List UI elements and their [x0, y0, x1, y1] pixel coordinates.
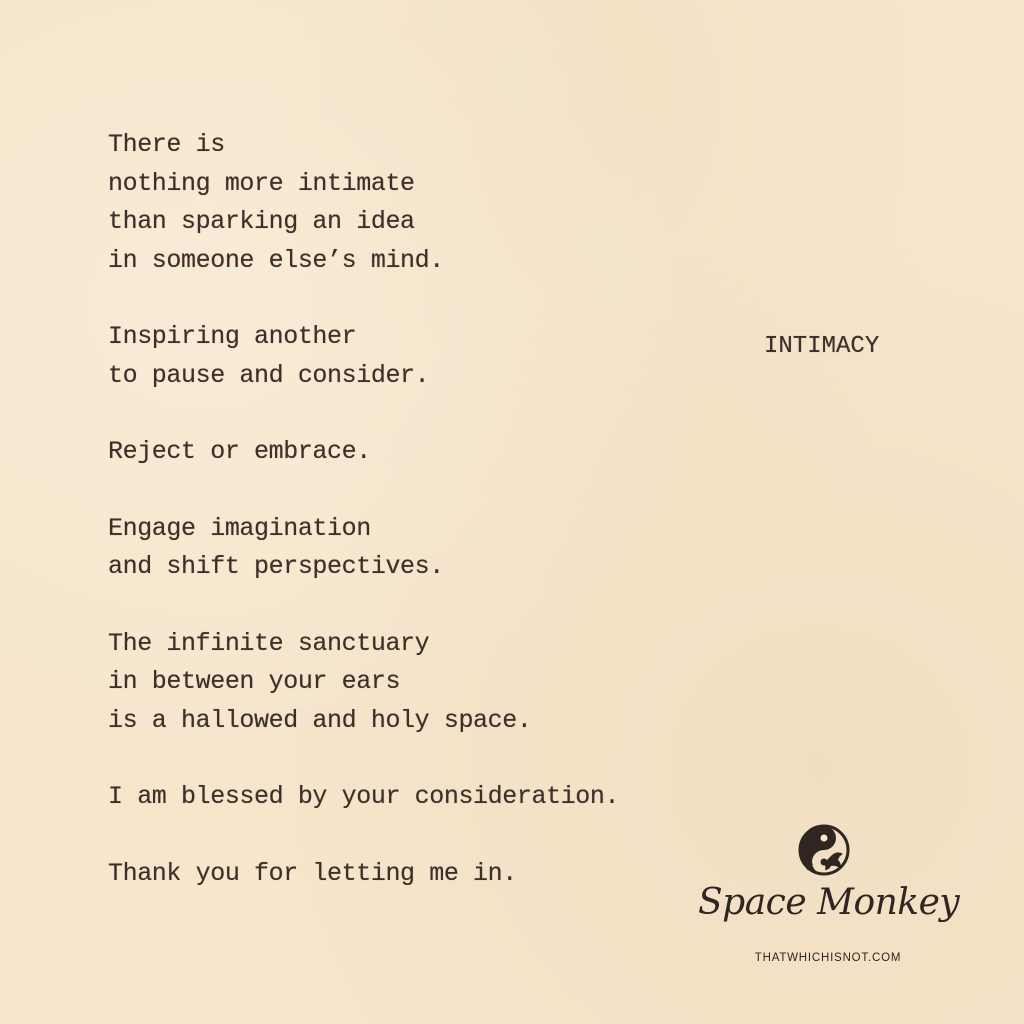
stanza — [108, 318, 708, 395]
stanza — [108, 625, 708, 741]
stanza — [108, 855, 708, 894]
stanza — [108, 126, 708, 280]
poem-line: Engage imagination — [108, 513, 371, 543]
stanza — [108, 510, 708, 587]
poem-line: than sparking an idea — [108, 207, 415, 236]
poem-line: There is — [108, 130, 225, 159]
poem-title: INTIMACY — [764, 333, 880, 360]
poem — [108, 126, 708, 931]
brand-name: Space Monkey — [698, 882, 960, 923]
poem-line: Thank you for letting me in. — [108, 858, 517, 888]
space-monkey-emblem-icon — [795, 820, 853, 882]
poem-line: and shift perspectives. — [108, 552, 444, 581]
poem-line: Inspiring another — [108, 322, 357, 351]
brand-url: THATWHICHISNOT.COM — [754, 952, 902, 964]
poem-line: is a hallowed and holy space. — [108, 705, 532, 735]
poem-line: The infinite sanctuary — [108, 628, 430, 658]
stanza — [108, 778, 708, 817]
poem-line: I am blessed by your consideration. — [108, 782, 620, 811]
poem-line: in between your ears — [108, 667, 401, 696]
poem-line: in someone else’s mind. — [108, 245, 444, 275]
poem-line: nothing more intimate — [108, 168, 415, 198]
space-monkey-logo — [690, 820, 960, 970]
stanza — [108, 433, 708, 472]
poem-line: to pause and consider. — [108, 360, 430, 390]
poem-line: Reject or embrace. — [108, 437, 371, 466]
